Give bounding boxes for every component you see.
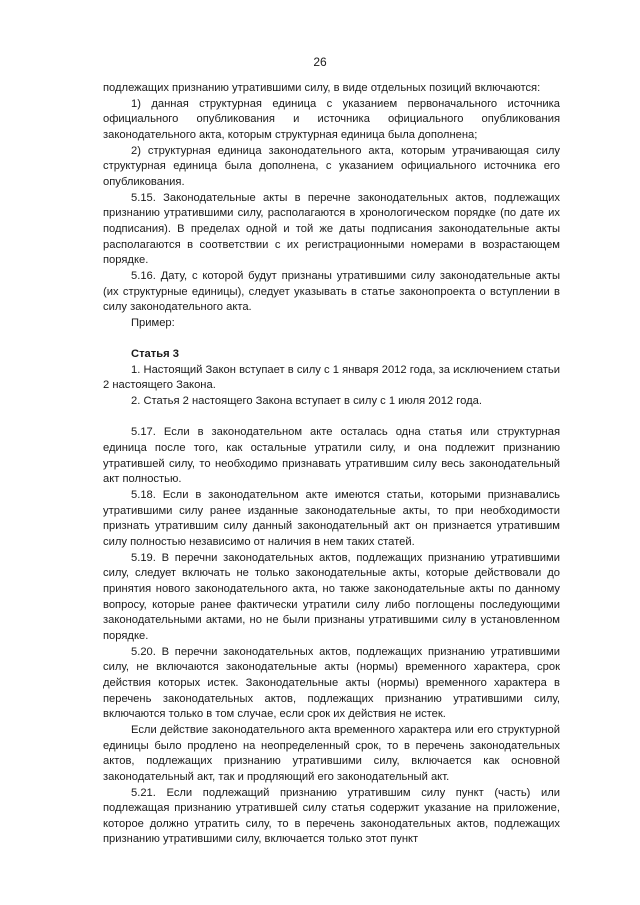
paragraph-5-19: 5.19. В перечни законодательных актов, подлежащих признанию утратившими силу, следует включать не только законодательные акты, которые действовали до принятия нового законодательного акта, но также законодательные акты по данному вопросу, которые ранее фактически утратили силу либо поглощены последующими законодательными актами, но не были признаны утратившими силу в установленном порядке. (103, 551, 560, 642)
paragraph-5-20: 5.20. В перечни законодательных актов, подлежащих признанию утратившими силу, не включаются законодательные акты (нормы) временного характера, срок действия которых истек. Законодательные акты (нормы) временного характера в перечень законодательных актов, подлежащих признанию утратившими силу, включаются только в том случае, если срок их действия не истек. (103, 645, 560, 721)
list-item: 1) данная структурная единица с указанием первоначального источника официального опубликования и источника официального опубликования законодательного акта, которым структурная единица была дополнена; (103, 97, 560, 141)
example-label: Пример: (131, 316, 175, 329)
paragraph-5-18: 5.18. Если в законодательном акте имеются статьи, которыми признавались утратившими силу ранее изданные законодательные акты, то при необходимости признать утратившим силу данный законодательный акт он признается утратившим силу полностью независимо от наличия в нем таких статей. (103, 489, 560, 548)
paragraph-5-16: 5.16. Дату, с которой будут признаны утратившими силу законодательные акты (их структурные единицы), следует указывать в статье законопроекта о вступлении в силу законодательного акта. (103, 269, 560, 314)
article-clause: 1. Настоящий Закон вступает в силу с 1 января 2012 года, за исключением статьи 2 настоящего Закона. (103, 363, 560, 392)
paragraph-5-17: 5.17. Если в законодательном акте осталась одна статья или структурная единица после того, как остальные утратили силу, и она подлежит признанию утратившей силу, то необходимо признавать утратившим силу весь законодательный акт полностью. (103, 426, 560, 486)
paragraph: подлежащих признанию утратившими силу, в виде отдельных позиций включаются: (103, 82, 541, 94)
body-text (103, 81, 560, 848)
paragraph-5-21: 5.21. Если подлежащий признанию утратившим силу пункт (часть) или подлежащая признанию утратившей силу статья содержит указание на приложение, которое должно утратить силу, то в перечень законодательных актов, подлежащих признанию утратившими силу, включается только этот пункт (103, 786, 560, 846)
paragraph: Если действие законодательного акта временного характера или его структурной единицы было продлено на неопределенный срок, то в перечень законодательных актов, подлежащих признанию утратившими силу, включается как основной законодательный акт, так и продляющий его законодательный акт. (103, 723, 560, 783)
paragraph-5-15: 5.15. Законодательные акты в перечне законодательных актов, подлежащих признанию утратившими силу, располагаются в хронологическом порядке (по дате их подписания). В пределах одной и той же даты подписания законодательные акты располагаются в соответствии с их регистрационными номерами в возрастающем порядке. (103, 191, 560, 267)
article-heading: Статья 3 (131, 348, 179, 361)
list-item: 2) структурная единица законодательного акта, которым утрачивающая силу структурная единица была дополнена, с указанием официального источника его опубликования. (103, 144, 560, 188)
page-number: 26 (313, 55, 327, 69)
article-clause: 2. Статья 2 настоящего Закона вступает в силу с 1 июля 2012 года. (131, 395, 482, 408)
